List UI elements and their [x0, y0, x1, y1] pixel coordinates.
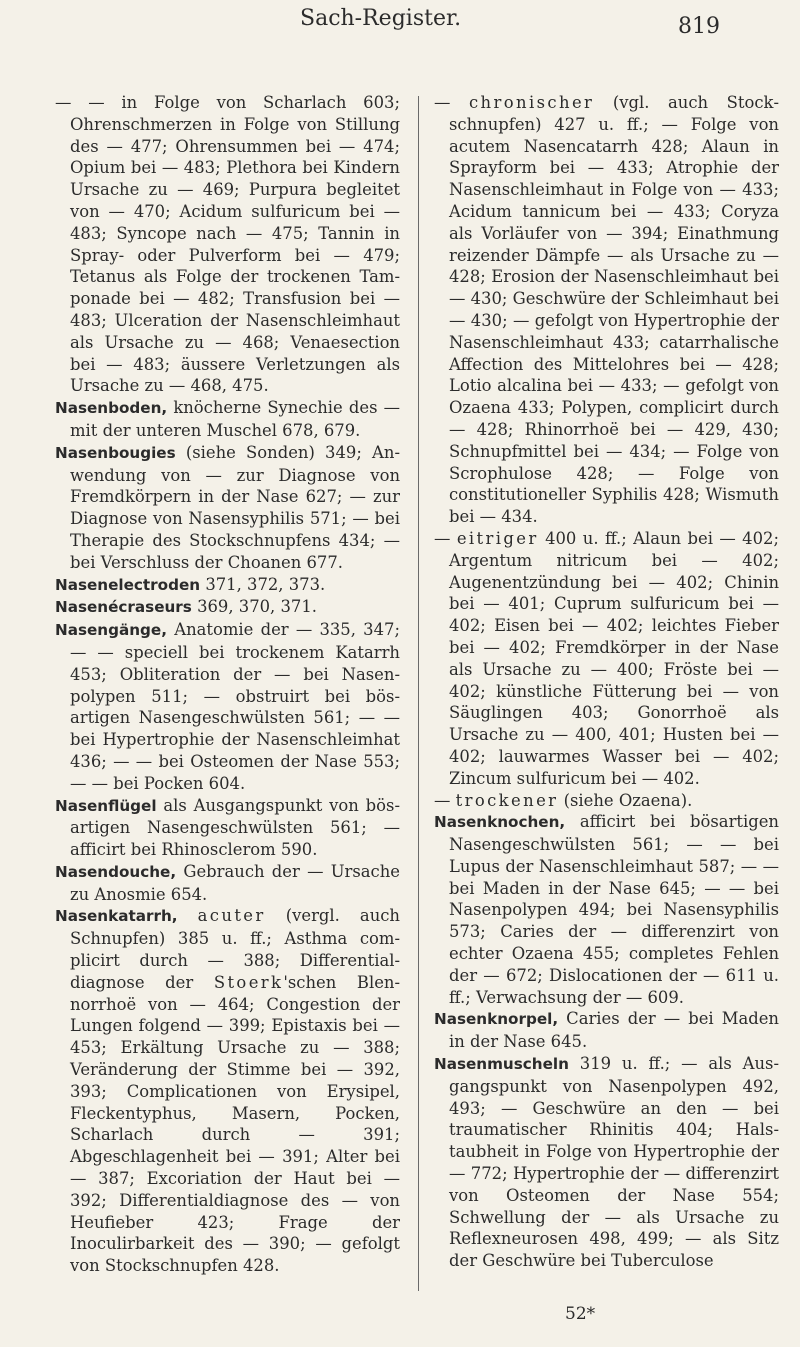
entry-headword: Nasenkatarrh,: [55, 907, 178, 926]
entry-headword: Nasenknochen,: [434, 813, 566, 832]
column-divider: [418, 96, 419, 1291]
entry-text: 371, 372, 373.: [205, 574, 326, 594]
index-entry: [55, 92, 400, 397]
index-entry: [55, 905, 400, 1277]
entry-text: — — in Folge von Scharlach 603; Ohrenschmerzen in Folge von Stillung des — 477; Ohrensummen bei — 474; Opium bei — 483; Plethora bei Kindern Ursache zu — 469; Purpura begleitet von — 470; Acidum sulfuricum bei — 483; Syncope nach — 475; Tannin in Spray- oder Pulverform bei — 479; Tetanus als Folge der trockenen Tamponade bei — 482; Transfusion bei — 483; Ulceration der Nasenschleimhaut als Ursache zu — 468; Venaesection bei — 483; äussere Verletzungen als Ursache zu — 468, 475.: [55, 93, 400, 396]
entry-text: (siehe Sonden) 349; Anwendung von — zur Diagnose von Fremdkörpern in der Nase 627; — zur Diagnose von Nasensyphilis 571; — bei Therapie des Stockschnupfens 434; — bei Verschluss der Choanen 677.: [70, 442, 400, 572]
index-entry: [55, 861, 400, 906]
entry-text: Anatomie der — 335, 347; — — speciell bei trockenem Katarrh 453; Obliteration der — bei Nasenpolypen 511; — obstruirt bei bösartigen Nasengeschwülsten 561; — — bei Hypertrophie der Nasenschleimhat 436; — — bei Osteomen der Nase 553; — — bei Pocken 604.: [70, 620, 400, 793]
entry-text: — trockener (siehe Ozaena).: [434, 790, 693, 810]
index-entry: [434, 92, 779, 528]
entry-text: — chronischer (vgl. auch Stockschnupfen) 427 u. ff.; — Folge von acutem Nasencatarrh 428; Alaun in Sprayform bei — 433; Atrophie der Nasenschleimhaut in Folge von — 433; Acidum tannicum bei — 433; Coryza als Vorläufer von — 394; Einathmung reizender Dämpfe — als Ursache zu — 428; Erosion der Nasenschleimhaut bei — 430; Geschwüre der Schleimhaut bei — 430; — gefolgt von Hypertrophie der Nasenschleimhaut 433; catarrhalische Affection des Mittelohres bei — 428; Lotio alcalina bei — 433; — gefolgt von Ozaena 433; Polypen, complicirt durch — 428; Rhinorrhoë bei — 429, 430; Schnupfmittel bei — 434; — Folge von Scrophulose 428; — Folge von constitutioneller Syphilis 428; Wismuth bei — 434.: [434, 93, 779, 527]
entry-text: knöcherne Synechie des — mit der unteren Muschel 678, 679.: [70, 398, 400, 440]
entry-headword: Nasenbougies: [55, 443, 176, 462]
index-entry: [55, 795, 400, 861]
running-title: Sach-Register.: [300, 6, 462, 31]
index-entry: [55, 397, 400, 442]
entry-headword: Nasenknorpel,: [434, 1010, 559, 1029]
entry-headword: Nasenmuscheln: [434, 1055, 569, 1074]
index-entry: [434, 1008, 779, 1053]
entry-text: acuter (vergl. auch Schnupfen) 385 u. ff.; Asthma complicirt durch — 388; Differentialdiagnose der Stoerk'schen Blennorrhoë von — 464; Congestion der Lungen folgend — 399; Epistaxis bei — 453; Erkältung Ursache zu — 388; Veränderung der Stimme bei — 392, 393; Complicationen von Erysipel, Fleckentyphus, Masern, Pocken, Scharlach durch — 391; Abgeschlagenheit bei — 391; Alter bei — 387; Excoriation der Haut bei — 392; Differentialdiagnose des — von Heufieber 423; Frage der Inoculirbarkeit des — 390; — gefolgt von Stockschnupfen 428.: [70, 906, 400, 1276]
index-entry: [434, 811, 779, 1008]
index-entry: [434, 1053, 779, 1272]
index-entry: [55, 574, 400, 597]
entry-text: 319 u. ff.; — als Ausgangspunkt von Nasenpolypen 492, 493; — Geschwüre an den — bei traumatischer Rhinitis 404; Halstaubheit in Folge von Hypertrophie der — 772; Hypertrophie der — differenzirt von Osteomen der Nase 554; Schwellung der — als Ursache zu Reflexneurosen 498, 499; — als Sitz der Geschwüre bei Tuberculose: [449, 1054, 779, 1271]
entry-headword: Nasenelectroden: [55, 575, 201, 594]
right-column: [434, 92, 779, 1272]
entry-headword: Nasenboden,: [55, 399, 168, 418]
entry-text: Gebrauch der — Ursache zu Anosmie 654.: [70, 861, 400, 904]
entry-text: als Ausgangspunkt von bösartigen Nasengeschwülsten 561; — afficirt bei Rhinosclerom 590.: [70, 795, 400, 860]
signature-mark: 52*: [565, 1304, 596, 1324]
entry-headword: Nasendouche,: [55, 862, 177, 881]
entry-headword: Nasengänge,: [55, 621, 167, 640]
entry-text: 369, 370, 371.: [197, 597, 317, 617]
entry-headword: Nasenécraseurs: [55, 598, 192, 617]
entry-text: — eitriger 400 u. ff.; Alaun bei — 402; Argentum nitricum bei — 402; Augenentzündung bei — 402; Chinin bei — 401; Cuprum sulfuricum bei — 402; Eisen bei — 402; leichtes Fieber bei — 402; Fremdkörper in der Nase als Ursache zu — 400; Fröste bei — 402; künstliche Fütterung bei — von Säuglingen 403; Gonorrhoë als Ursache zu — 400, 401; Husten bei — 402; lauwarmes Wasser bei — 402; Zincum sulfuricum bei — 402.: [434, 528, 779, 788]
index-entry: [55, 596, 400, 619]
entry-headword: Nasenflügel: [55, 796, 157, 815]
index-entry: [434, 528, 779, 790]
page-number: 819: [678, 14, 720, 39]
left-column: [55, 92, 400, 1277]
entry-text: afficirt bei bösartigen Nasengeschwülsten 561; — — bei Lupus der Nasenschleimhaut 587; — — bei Maden in der Nase 645; — — bei Nasenpolypen 494; bei Nasensyphilis 573; Caries der — differenzirt von echter Ozaena 455; completes Fehlen der — 672; Dislocationen der — 611 u. ff.; Verwachsung der — 609.: [449, 812, 779, 1007]
index-entry: [55, 442, 400, 574]
page-header: [0, 6, 800, 39]
index-entry: [434, 790, 779, 812]
index-entry: [55, 619, 400, 794]
entry-text: Caries der — bei Maden in der Nase 645.: [449, 1009, 779, 1052]
